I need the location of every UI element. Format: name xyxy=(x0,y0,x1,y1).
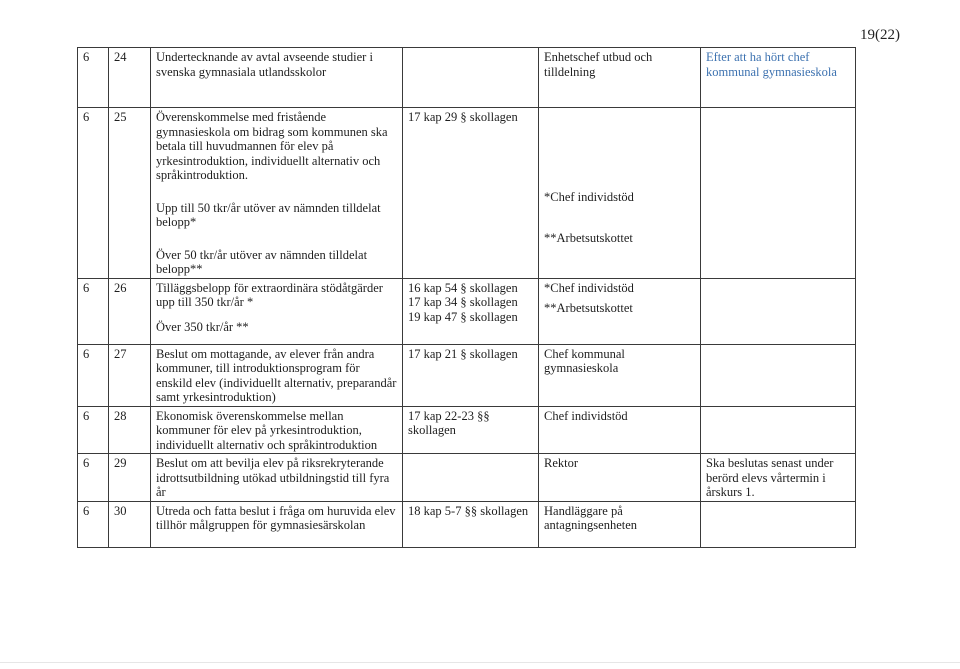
law-text: 17 kap 34 § skollagen xyxy=(408,295,518,309)
law-cell xyxy=(403,48,539,108)
subject-cell xyxy=(151,344,403,406)
law-cell xyxy=(403,344,539,406)
law-cell xyxy=(403,501,539,547)
number-cell: 29 xyxy=(109,454,151,502)
subject-cell xyxy=(151,278,403,344)
note-cell xyxy=(701,108,856,279)
subject-text: Undertecknande av avtal avseende studier i svenska gymnasiala utlandsskolor xyxy=(156,50,373,79)
chapter-cell: 6 xyxy=(78,454,109,502)
law-text: 17 kap 21 § skollagen xyxy=(408,346,518,361)
delegate-text: Chef kommunal gymnasieskola xyxy=(544,346,625,375)
delegate-cell xyxy=(539,108,701,279)
law-cell xyxy=(403,108,539,279)
note-cell xyxy=(701,344,856,406)
table-row xyxy=(78,48,856,108)
delegate-text: Chef individstöd xyxy=(544,408,628,423)
delegate-text: **Arbetsutskottet xyxy=(544,301,633,315)
delegate-cell xyxy=(539,278,701,344)
delegate-cell xyxy=(539,406,701,454)
chapter-cell: 6 xyxy=(78,344,109,406)
number-cell: 27 xyxy=(109,344,151,406)
table-row xyxy=(78,344,856,406)
subject-cell xyxy=(151,48,403,108)
number-cell: 30 xyxy=(109,501,151,547)
delegate-cell xyxy=(539,501,701,547)
law-text: 17 kap 29 § skollagen xyxy=(408,110,518,124)
subject-text: Beslut om att bevilja elev på riksrekryterande idrottsutbildning utökad utbildningstid till fyra år xyxy=(156,456,390,499)
subject-text: Beslut om mottagande, av elever från andra kommuner, till introduktionsprogram för enskild elev (individuellt alternativ, preparandår samt yrkesintroduktion) xyxy=(156,346,397,404)
chapter-cell: 6 xyxy=(78,108,109,279)
law-cell xyxy=(403,406,539,454)
delegation-table xyxy=(77,47,856,548)
note-cell xyxy=(701,501,856,547)
chapter-cell: 6 xyxy=(78,48,109,108)
delegate-cell xyxy=(539,454,701,502)
subject-cell xyxy=(151,501,403,547)
table-row xyxy=(78,454,856,502)
subject-text: Överenskommelse med fristående gymnasieskola om bidrag som kommunen ska betala till huvudmannen för elev på yrkesintroduktion, individuellt alternativ och språkintroduktion. xyxy=(156,110,388,182)
table-row xyxy=(78,108,856,279)
delegate-text: **Arbetsutskottet xyxy=(544,230,633,245)
note-cell xyxy=(701,454,856,502)
law-cell xyxy=(403,278,539,344)
chapter-cell: 6 xyxy=(78,406,109,454)
table-row xyxy=(78,278,856,344)
subject-text: Tilläggsbelopp för extraordinära stödåtgärder upp till 350 tkr/år * xyxy=(156,280,383,309)
delegate-text: Enhetschef utbud och tilldelning xyxy=(544,50,653,79)
delegate-cell xyxy=(539,344,701,406)
number-cell: 24 xyxy=(109,48,151,108)
table-row xyxy=(78,406,856,454)
note-cell xyxy=(701,406,856,454)
number-cell: 25 xyxy=(109,108,151,279)
subject-text: Ekonomisk överenskommelse mellan kommuner för elev på yrkesintroduktion, individuellt alternativ och språkintroduktion xyxy=(156,408,378,452)
law-text: 18 kap 5-7 §§ skollagen xyxy=(408,503,529,518)
law-cell xyxy=(403,454,539,502)
page-number: 19(22) xyxy=(860,27,900,43)
number-cell: 26 xyxy=(109,278,151,344)
subject-cell xyxy=(151,406,403,454)
table-row xyxy=(78,501,856,547)
note-cell xyxy=(701,48,856,108)
law-text: 17 kap 22-23 §§ skollagen xyxy=(408,408,490,437)
delegate-cell xyxy=(539,48,701,108)
subject-cell xyxy=(151,454,403,502)
chapter-cell: 6 xyxy=(78,278,109,344)
subject-text: Upp till 50 tkr/år utöver av nämnden tilldelat belopp* xyxy=(156,200,381,229)
subject-text: Över 50 tkr/år utöver av nämnden tilldelat belopp** xyxy=(156,247,368,276)
subject-text: Över 350 tkr/år ** xyxy=(156,319,249,334)
law-text: 19 kap 47 § skollagen xyxy=(408,309,518,324)
chapter-cell: 6 xyxy=(78,501,109,547)
delegate-text: *Chef individstöd xyxy=(544,280,634,295)
subject-cell xyxy=(151,108,403,279)
subject-text: Utreda och fatta beslut i fråga om huruvida elev tillhör målgruppen för gymnasiesärskolan xyxy=(156,503,396,532)
note-cell xyxy=(701,278,856,344)
note-text: Efter att ha hört chef kommunal gymnasieskola xyxy=(706,50,837,79)
note-text: Ska beslutas senast under berörd elevs vårtermin i årskurs 1. xyxy=(706,456,834,499)
number-cell: 28 xyxy=(109,406,151,454)
page-bottom-edge xyxy=(0,662,960,663)
delegate-text: Rektor xyxy=(544,456,579,470)
delegate-text: Handläggare på antagningsenheten xyxy=(544,503,638,532)
law-text: 16 kap 54 § skollagen xyxy=(408,280,518,295)
delegate-text: *Chef individstöd xyxy=(544,190,634,204)
